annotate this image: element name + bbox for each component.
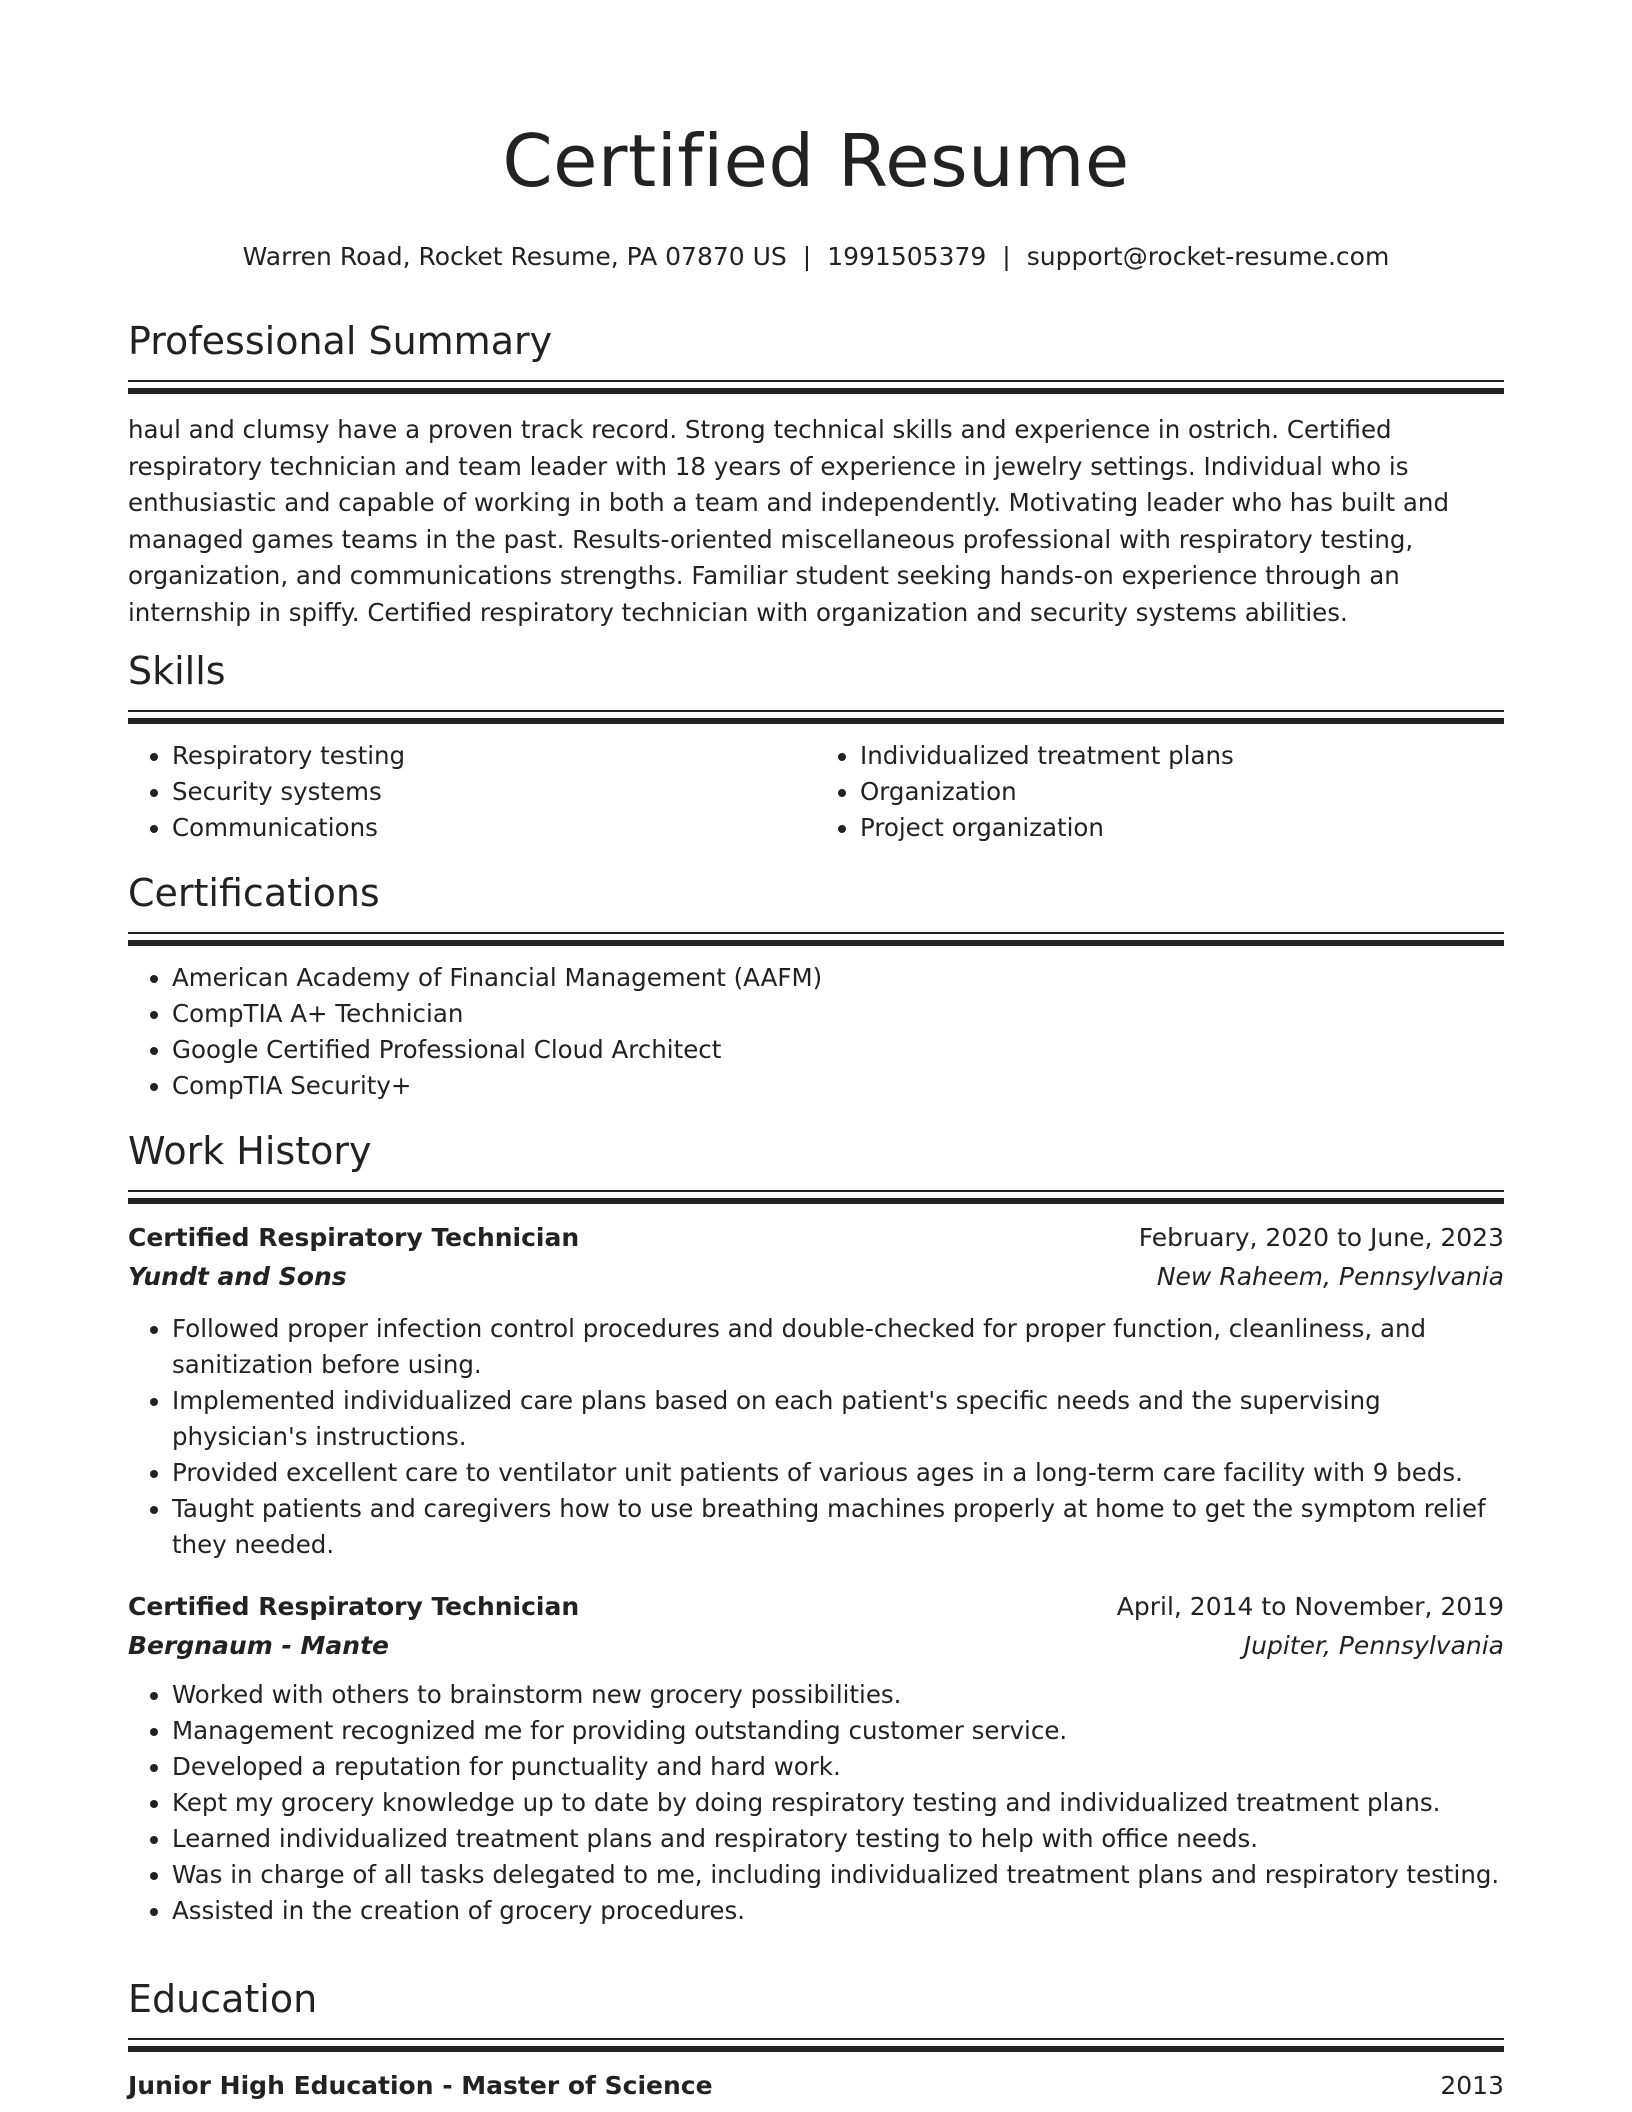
certifications-list: [128, 960, 1504, 1104]
skills-section: [128, 648, 1504, 846]
job-bullet: • Implemented individualized care plans based on each patient's specific needs and the supervising physician's instructions.: [172, 1383, 1504, 1455]
education-year: 2013: [1440, 2071, 1504, 2100]
candidate-name: Certified Resume: [502, 119, 1130, 203]
job-bullet: • Assisted in the creation of grocery procedures.: [172, 1893, 1504, 1929]
section-title: Skills: [128, 649, 226, 693]
job-location: Jupiter, Pennsylvania: [1243, 1631, 1504, 1660]
section-divider: [128, 380, 1504, 382]
skills-columns: [128, 738, 1504, 846]
certification-item: • American Academy of Financial Management (AAFM): [172, 960, 1504, 996]
job-company: Yundt and Sons: [128, 1262, 347, 1291]
skill-item: • Respiratory testing: [172, 738, 816, 774]
job-bullet: • Management recognized me for providing outstanding customer service.: [172, 1713, 1504, 1749]
job-bullets: [128, 1311, 1504, 1563]
skills-list-right: [816, 738, 1504, 846]
education-section: [128, 1976, 1504, 2105]
job-location: New Raheem, Pennsylvania: [1156, 1262, 1504, 1291]
section-divider: [128, 2038, 1504, 2040]
certification-item: • Google Certified Professional Cloud Architect: [172, 1032, 1504, 1068]
skill-item: • Security systems: [172, 774, 816, 810]
contact-email: support@rocket-resume.com: [1026, 242, 1390, 271]
job-bullet: • Was in charge of all tasks delegated to me, including individualized treatment plans and respiratory testing.: [172, 1857, 1504, 1893]
section-divider: [128, 2046, 1504, 2052]
job-entry: [128, 1587, 1504, 1929]
job-title: Certified Respiratory Technician: [128, 1223, 580, 1252]
section-divider: [128, 388, 1504, 394]
summary-section: [128, 318, 1504, 631]
certification-item: • CompTIA Security+: [172, 1068, 1504, 1104]
job-bullet: • Learned individualized treatment plans and respiratory testing to help with office needs.: [172, 1821, 1504, 1857]
job-subheader: [128, 1626, 1504, 1665]
contact-line: [128, 240, 1504, 274]
job-company: Bergnaum - Mante: [128, 1631, 389, 1660]
contact-phone: 1991505379: [827, 242, 987, 271]
skills-list-left: [128, 738, 816, 846]
skill-item: • Organization: [860, 774, 1504, 810]
job-header: [128, 1587, 1504, 1626]
contact-separator: |: [1002, 242, 1011, 271]
job-bullets: [128, 1677, 1504, 1929]
section-divider: [128, 1190, 1504, 1192]
section-divider: [128, 1198, 1504, 1204]
section-title: Work History: [128, 1129, 372, 1173]
education-entry: [128, 2066, 1504, 2105]
section-title: Education: [128, 1977, 318, 2021]
section-divider: [128, 710, 1504, 712]
job-title: Certified Respiratory Technician: [128, 1592, 580, 1621]
job-bullet: • Provided excellent care to ventilator unit patients of various ages in a long-term care facility with 9 beds.: [172, 1455, 1504, 1491]
job-bullet: • Worked with others to brainstorm new grocery possibilities.: [172, 1677, 1504, 1713]
job-bullet: • Kept my grocery knowledge up to date by doing respiratory testing and individualized treatment plans.: [172, 1785, 1504, 1821]
section-divider: [128, 718, 1504, 724]
summary-text: haul and clumsy have a proven track record. Strong technical skills and experience in ostrich. Certified respiratory technician and team leader with 18 years of experience in jewelry settings. Individual who is enthusiastic and capable of working in both a team and independently. Motivating leader who has built and managed games teams in the past. Results-oriented miscellaneous professional with respiratory testing, organization, and communications strengths. Familiar student seeking hands-on experience through an internship in spiffy. Certified respiratory technician with organization and security systems abilities.: [128, 415, 1450, 627]
job-header: [128, 1218, 1504, 1257]
job-entry: [128, 1218, 1504, 1563]
job-subheader: [128, 1257, 1504, 1296]
contact-address: Warren Road, Rocket Resume, PA 07870 US: [242, 242, 787, 271]
job-dates: February, 2020 to June, 2023: [1138, 1223, 1504, 1252]
section-divider: [128, 932, 1504, 934]
job-bullet: • Taught patients and caregivers how to use breathing machines properly at home to get the symptom relief they needed.: [172, 1491, 1504, 1563]
section-title: Professional Summary: [128, 319, 553, 363]
section-divider: [128, 940, 1504, 946]
skill-item: • Individualized treatment plans: [860, 738, 1504, 774]
education-degree: Junior High Education - Master of Science: [128, 2071, 713, 2100]
certification-item: • CompTIA A+ Technician: [172, 996, 1504, 1032]
skill-item: • Project organization: [860, 810, 1504, 846]
job-bullet: • Developed a reputation for punctuality and hard work.: [172, 1749, 1504, 1785]
job-bullet: • Followed proper infection control procedures and double-checked for proper function, cleanliness, and sanitization before using.: [172, 1311, 1504, 1383]
work-history-section: [128, 1128, 1504, 1929]
section-title: Certifications: [128, 871, 380, 915]
job-dates: April, 2014 to November, 2019: [1116, 1592, 1504, 1621]
contact-separator: |: [802, 242, 812, 271]
skill-item: • Communications: [172, 810, 816, 846]
certifications-section: [128, 870, 1504, 1104]
